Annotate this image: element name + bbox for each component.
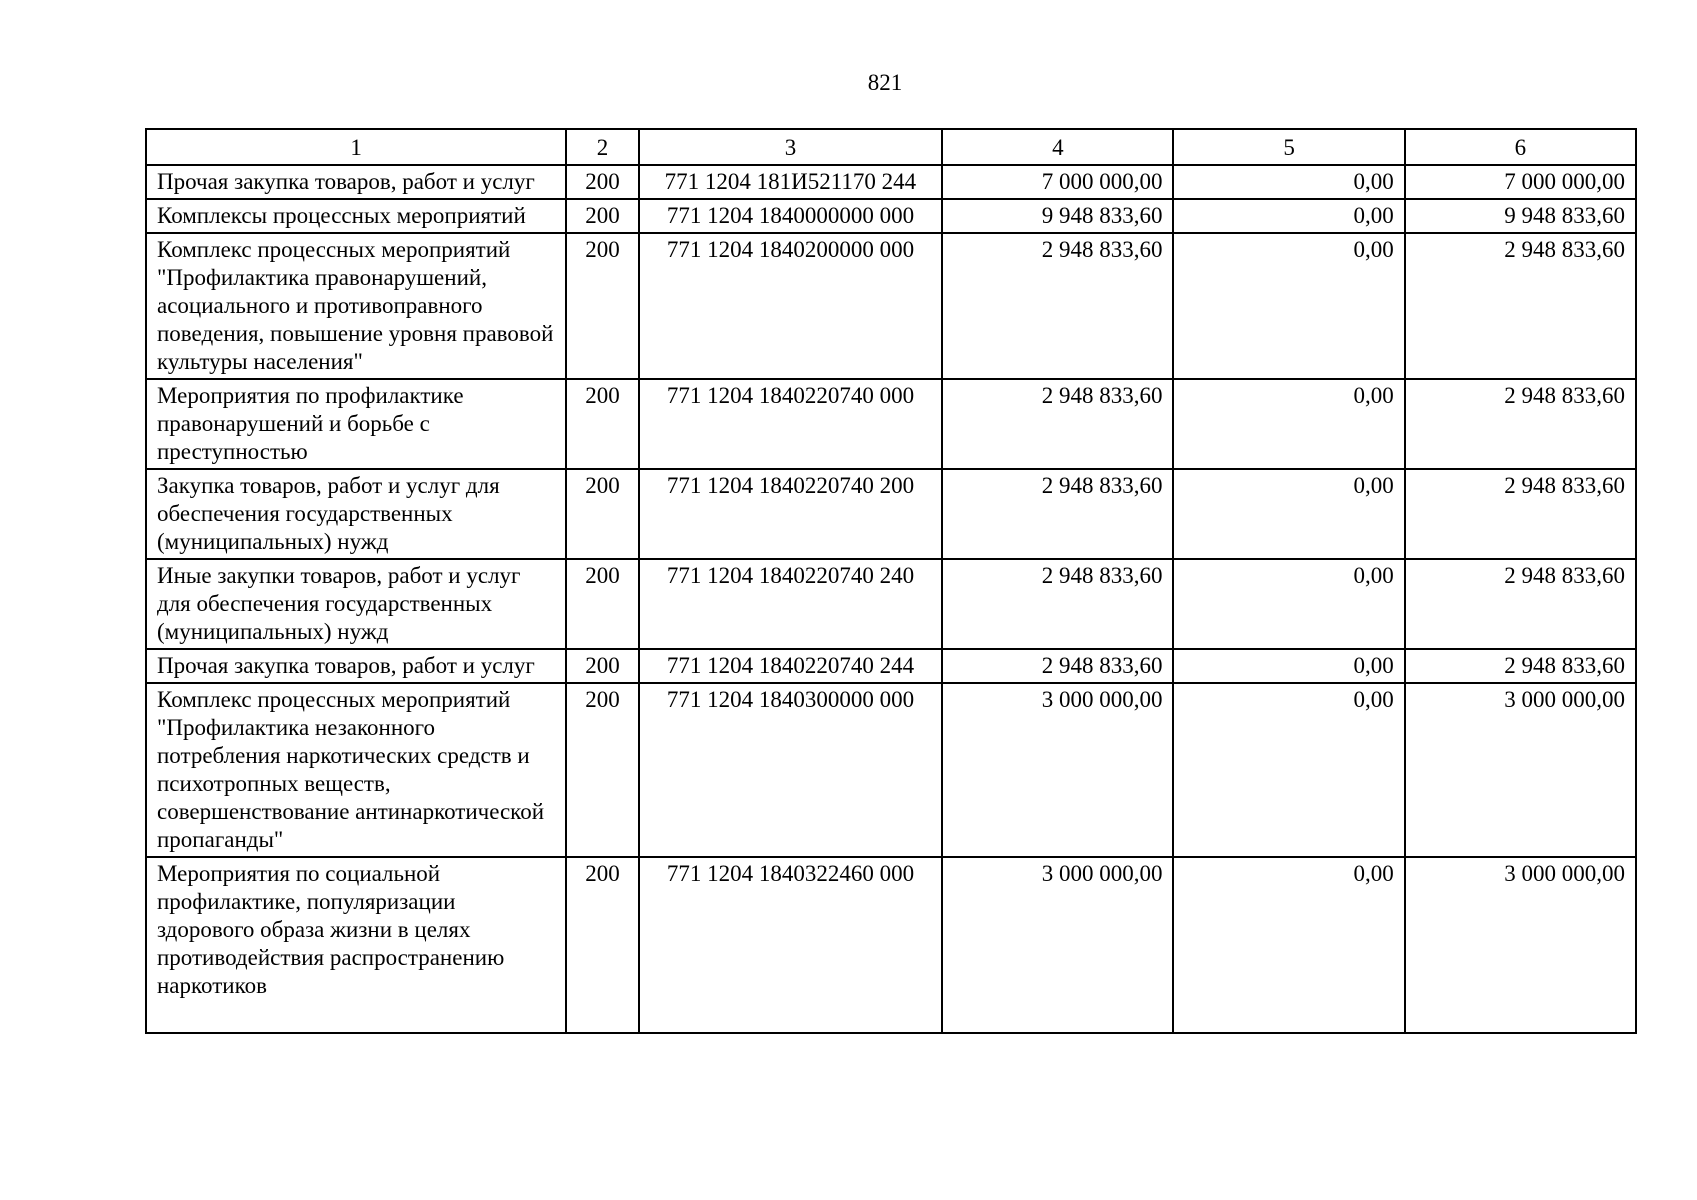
row-amount-5: 0,00 [1173,379,1404,469]
row-group: 200 [566,559,638,649]
row-name: Комплекс процессных мероприятий "Профилактика правонарушений, асоциального и противоправного поведения, повышение уровня правовой культуры населения" [146,233,566,379]
column-header-6: 6 [1405,129,1636,165]
row-code: 771 1204 1840220740 240 [639,559,943,649]
row-amount-6: 3 000 000,00 [1405,683,1636,857]
row-group: 200 [566,233,638,379]
table-row [146,857,1636,1033]
table-row [146,559,1636,649]
row-name: Комплексы процессных мероприятий [146,199,566,233]
row-amount-5: 0,00 [1173,683,1404,857]
row-code: 771 1204 1840220740 200 [639,469,943,559]
row-amount-4: 2 948 833,60 [942,649,1173,683]
header-row [146,129,1636,165]
row-amount-6: 3 000 000,00 [1405,857,1636,1033]
row-amount-6: 2 948 833,60 [1405,233,1636,379]
row-name: Мероприятия по социальной профилактике, популяризации здорового образа жизни в целях противодействия распространению наркотиков [146,857,566,1033]
row-group: 200 [566,857,638,1033]
row-amount-5: 0,00 [1173,857,1404,1033]
row-group: 200 [566,683,638,857]
row-amount-5: 0,00 [1173,469,1404,559]
row-name: Мероприятия по профилактике правонарушений и борьбе с преступностью [146,379,566,469]
table-row [146,233,1636,379]
row-code: 771 1204 1840200000 000 [639,233,943,379]
row-code: 771 1204 1840220740 000 [639,379,943,469]
row-code: 771 1204 1840300000 000 [639,683,943,857]
row-amount-4: 2 948 833,60 [942,233,1173,379]
budget-table [145,128,1637,1034]
row-amount-4: 2 948 833,60 [942,469,1173,559]
table-row [146,199,1636,233]
row-amount-6: 2 948 833,60 [1405,649,1636,683]
row-name: Иные закупки товаров, работ и услуг для обеспечения государственных (муниципальных) нужд [146,559,566,649]
row-code: 771 1204 1840322460 000 [639,857,943,1033]
row-name: Закупка товаров, работ и услуг для обеспечения государственных (муниципальных) нужд [146,469,566,559]
row-amount-6: 9 948 833,60 [1405,199,1636,233]
column-header-4: 4 [942,129,1173,165]
row-amount-6: 2 948 833,60 [1405,379,1636,469]
column-header-3: 3 [639,129,943,165]
row-amount-5: 0,00 [1173,649,1404,683]
table-row [146,683,1636,857]
row-amount-6: 2 948 833,60 [1405,469,1636,559]
table-row [146,649,1636,683]
row-name: Комплекс процессных мероприятий "Профилактика незаконного потребления наркотических средств и психотропных веществ, совершенствование антинаркотической пропаганды" [146,683,566,857]
row-amount-4: 2 948 833,60 [942,559,1173,649]
row-group: 200 [566,469,638,559]
row-group: 200 [566,649,638,683]
column-header-2: 2 [566,129,638,165]
row-amount-5: 0,00 [1173,233,1404,379]
row-amount-6: 2 948 833,60 [1405,559,1636,649]
row-code: 771 1204 1840000000 000 [639,199,943,233]
column-header-5: 5 [1173,129,1404,165]
row-group: 200 [566,199,638,233]
row-group: 200 [566,379,638,469]
row-amount-5: 0,00 [1173,559,1404,649]
row-amount-4: 2 948 833,60 [942,379,1173,469]
row-amount-5: 0,00 [1173,165,1404,199]
row-name: Прочая закупка товаров, работ и услуг [146,649,566,683]
page-number: 821 [867,70,903,95]
row-group: 200 [566,165,638,199]
row-amount-6: 7 000 000,00 [1405,165,1636,199]
row-amount-5: 0,00 [1173,199,1404,233]
table-row [146,165,1636,199]
row-amount-4: 7 000 000,00 [942,165,1173,199]
table-row [146,379,1636,469]
row-amount-4: 3 000 000,00 [942,857,1173,1033]
row-amount-4: 3 000 000,00 [942,683,1173,857]
row-amount-4: 9 948 833,60 [942,199,1173,233]
table-row [146,469,1636,559]
row-code: 771 1204 1840220740 244 [639,649,943,683]
row-name: Прочая закупка товаров, работ и услуг [146,165,566,199]
column-header-1: 1 [146,129,566,165]
row-code: 771 1204 181И521170 244 [639,165,943,199]
